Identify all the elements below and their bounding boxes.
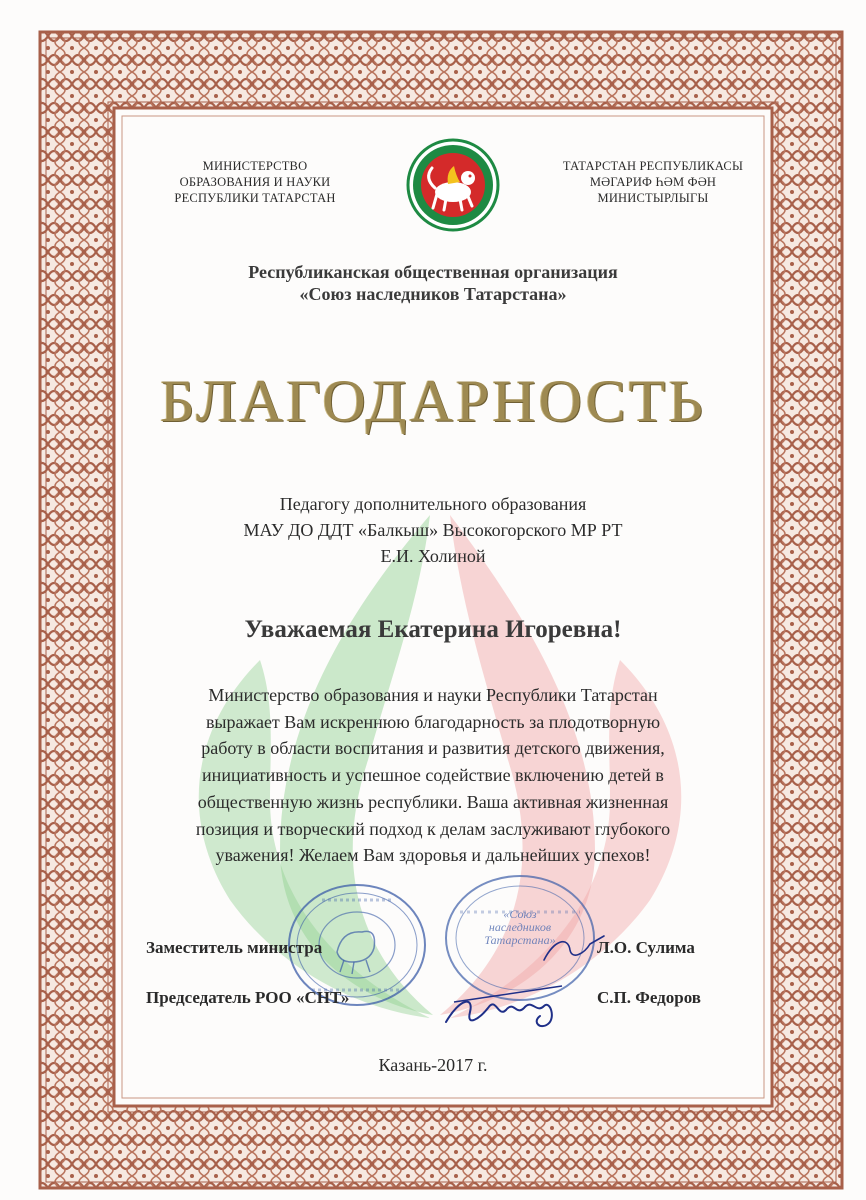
body-text xyxy=(150,682,716,869)
organization-line1: Республиканская общественная организация xyxy=(248,262,618,282)
organization-line2: «Союз наследников Татарстана» xyxy=(299,284,567,304)
recipient-name: Е.И. Холиной xyxy=(380,546,486,566)
ministry-ru-line3: РЕСПУБЛИКИ ТАТАРСТАН xyxy=(174,191,336,205)
certificate-title: БЛАГОДАРНОСТЬ xyxy=(160,368,706,434)
ministry-tt-line1: ТАТАРСТАН РЕСПУБЛИКАСЫ xyxy=(562,159,744,173)
tatarstan-emblem xyxy=(404,138,502,237)
recipient-institution: МАУ ДО ДДТ «Балкыш» Высокогорского МР РТ xyxy=(243,520,623,540)
body-line: инициативность и успешное содействие включению детей в xyxy=(202,765,664,786)
ministry-tt xyxy=(540,158,766,206)
signature-name-2: С.П. Федоров xyxy=(597,988,701,1007)
body-line: уважения! Желаем Вам здоровья и дальнейших успехов! xyxy=(215,845,651,866)
recipient-block xyxy=(140,491,726,569)
recipient-position: Педагогу дополнительного образования xyxy=(279,494,587,514)
ministry-ru-line1: МИНИСТЕРСТВО xyxy=(202,159,308,173)
organization-name xyxy=(140,261,726,305)
ministry-tt-line2: МӘГАРИФ ҺӘМ ФӘН xyxy=(589,175,717,189)
place-and-year: Казань-2017 г. xyxy=(378,1055,488,1075)
body-line: общественную жизнь республики. Ваша активная жизненная xyxy=(197,791,669,812)
signature-name-1: Л.О. Сулима xyxy=(597,938,695,957)
body-line: Министерство образования и науки Республики Татарстан xyxy=(208,685,658,705)
ministry-ru xyxy=(150,158,360,206)
stamp-org-text: «Союз наследников Татарстана» xyxy=(484,907,556,947)
body-line: позиция и творческий подход к делам заслуживают глубокого xyxy=(195,818,671,839)
body-line: выражает Вам искреннюю благодарность за плодотворную xyxy=(205,711,661,732)
greeting: Уважаемая Екатерина Игоревна! xyxy=(244,616,622,643)
signature-position-2: Председатель РОО «СНТ» xyxy=(146,988,350,1007)
body-line: работу в области воспитания и развития детского движения, xyxy=(201,738,665,759)
signature-fedorov xyxy=(440,978,570,1038)
ministry-ru-line2: ОБРАЗОВАНИЯ И НАУКИ xyxy=(179,175,331,189)
ministry-tt-line3: МИНИСТЫРЛЫГЫ xyxy=(597,191,709,205)
signature-position-1: Заместитель министра xyxy=(146,938,323,957)
